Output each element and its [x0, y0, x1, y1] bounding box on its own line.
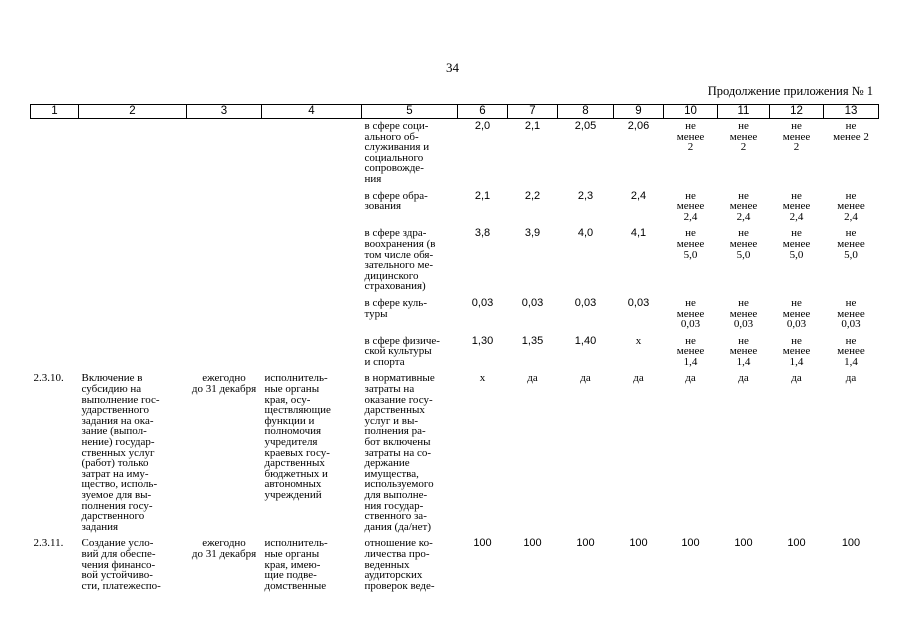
value-cell: 2,1 — [474, 189, 491, 202]
col-header: 4 — [262, 105, 362, 119]
cell-c4 — [262, 296, 362, 334]
col-header: 7 — [508, 105, 558, 119]
cell-c5: в сфере физиче- ской культуры и спорта — [364, 334, 440, 368]
cell-c4 — [262, 334, 362, 372]
table-row — [31, 334, 879, 372]
value-cell: 4,1 — [630, 227, 647, 240]
cell-c1 — [31, 226, 79, 296]
col-header: 13 — [824, 105, 879, 119]
value-cell: да — [685, 372, 696, 385]
value-cell: 2,05 — [574, 120, 597, 132]
cell-c3 — [187, 296, 262, 334]
cell-c5: в нормативные затраты на оказание госу- дарственных услуг и вы- полнения ра- бот включены затраты на со- держание имущества, используемого для выполне- ния государ- ственного за- дания (да/нет) — [364, 372, 435, 533]
value-cell: 4,0 — [577, 227, 594, 240]
value-cell: 0,03 — [627, 296, 650, 309]
value-cell: 2,4 — [630, 189, 647, 202]
cell-c1 — [31, 296, 79, 334]
cell-c5: в сфере обра- зования — [364, 189, 428, 213]
value-cell: не менее 1,4 — [676, 334, 705, 368]
col-header: 6 — [458, 105, 508, 119]
cell-c4: исполнитель- ные органы края, имею- щие подве- домственные — [264, 537, 328, 592]
continuation-note: Продолжение приложения № 1 — [707, 84, 873, 98]
col-header: 5 — [362, 105, 458, 119]
value-cell: 100 — [787, 537, 806, 550]
cell-c5: отношение ко- личества про- веденных аудиторских проверок веде- — [364, 537, 435, 592]
table-row — [31, 371, 879, 536]
col-header: 3 — [187, 105, 262, 119]
table-row — [31, 296, 879, 334]
value-cell: 100 — [734, 537, 753, 550]
value-cell: 3,8 — [474, 227, 491, 240]
value-cell: 2,06 — [627, 120, 650, 132]
cell-c3: ежегодно до 31 декабря — [191, 537, 257, 560]
page-number: 34 — [446, 60, 459, 75]
value-cell: да — [527, 372, 538, 385]
value-cell: да — [845, 372, 857, 385]
value-cell: не менее 2,4 — [782, 189, 811, 223]
cell-c4 — [262, 226, 362, 296]
value-cell: 2,2 — [524, 189, 541, 202]
cell-c2 — [79, 296, 187, 334]
table-row — [31, 536, 879, 595]
cell-c4 — [262, 189, 362, 227]
value-cell: не менее 5,0 — [729, 227, 758, 261]
cell-c1 — [31, 334, 79, 372]
value-cell: не менее 1,4 — [782, 334, 811, 368]
value-cell: 100 — [473, 537, 492, 550]
col-header: 1 — [31, 105, 79, 119]
cell-c2 — [79, 189, 187, 227]
header-row — [31, 105, 879, 119]
value-cell: 3,9 — [524, 227, 541, 240]
value-cell: не менее 5,0 — [676, 227, 705, 261]
value-cell: х — [635, 334, 642, 347]
cell-c4: исполнитель- ные органы края, осу- ществляющие функции и полномочия учредителя краевых госу- дарственных бюджетных и автономных учреждений — [264, 372, 331, 501]
appendix-table — [30, 104, 879, 595]
table-row — [31, 226, 879, 296]
cell-c1: 2.3.11. — [33, 537, 64, 550]
value-cell: 100 — [681, 537, 700, 550]
value-cell: не менее 5,0 — [837, 227, 865, 261]
cell-c3 — [187, 119, 262, 189]
value-cell: не менее 2,4 — [676, 189, 705, 223]
value-cell: 2,0 — [474, 120, 491, 132]
col-header: 9 — [614, 105, 664, 119]
cell-c2 — [79, 334, 187, 372]
value-cell: 100 — [841, 537, 861, 550]
value-cell: не менее 2,4 — [837, 189, 865, 223]
value-cell: не менее 0,03 — [782, 296, 811, 331]
cell-c1: 2.3.10. — [33, 372, 64, 385]
cell-c2 — [79, 119, 187, 189]
col-header: 8 — [558, 105, 614, 119]
value-cell: 2,3 — [577, 189, 594, 202]
col-header: 10 — [664, 105, 718, 119]
value-cell: 0,03 — [471, 296, 494, 309]
cell-c3 — [187, 226, 262, 296]
value-cell: х — [479, 372, 486, 385]
value-cell: не менее 5,0 — [782, 227, 811, 261]
cell-c5: в сфере куль- туры — [364, 296, 427, 320]
cell-c1 — [31, 119, 79, 189]
value-cell: 100 — [576, 537, 595, 550]
cell-c3 — [187, 189, 262, 227]
value-cell: да — [738, 372, 749, 385]
value-cell: не менее 2,4 — [729, 189, 758, 223]
value-cell: да — [633, 372, 644, 385]
col-header: 2 — [79, 105, 187, 119]
cell-c2 — [79, 226, 187, 296]
value-cell: 0,03 — [574, 296, 597, 309]
value-cell: 0,03 — [521, 296, 544, 309]
cell-c1 — [31, 189, 79, 227]
cell-c5: в сфере соци- ального об- служивания и социального сопровожде- ния — [364, 120, 430, 185]
cell-c2: Включение в субсидию на выполнение гос- ударственного задания на ока- зание (выпол- нение) государ- ственных услуг (работ) только затрат на иму- щество, исполь- зуемое для вы- полнения госу- дарственного задания — [81, 372, 160, 533]
value-cell: 100 — [629, 537, 648, 550]
cell-c5: в сфере здра- воохранения (в том числе обя- зательного ме- дицинского страхования) — [364, 227, 436, 293]
value-cell: 1,30 — [471, 334, 494, 347]
value-cell: 1,40 — [574, 334, 597, 347]
cell-c4 — [262, 119, 362, 189]
value-cell: не менее 0,03 — [837, 296, 865, 331]
value-cell: 100 — [523, 537, 542, 550]
value-cell: не менее 0,03 — [676, 296, 705, 331]
table-row — [31, 189, 879, 227]
value-cell: 1,35 — [521, 334, 544, 347]
value-cell: не менее 1,4 — [837, 334, 865, 368]
value-cell: не менее 2 — [833, 120, 869, 143]
table-row — [31, 119, 879, 189]
value-cell: не менее 2 — [676, 120, 705, 154]
value-cell: да — [580, 372, 591, 385]
cell-c2: Создание усло- вий для обеспе- чения финансо- вой устойчиво- сти, платежеспо- — [81, 537, 161, 592]
value-cell: не менее 0,03 — [729, 296, 758, 331]
value-cell: не менее 2 — [782, 120, 811, 154]
cell-c3 — [187, 334, 262, 372]
col-header: 11 — [718, 105, 770, 119]
value-cell: не менее 2 — [729, 120, 758, 154]
value-cell: 2,1 — [524, 120, 541, 132]
value-cell: не менее 1,4 — [729, 334, 758, 368]
cell-c3: ежегодно до 31 декабря — [191, 372, 257, 396]
value-cell: да — [791, 372, 802, 385]
col-header: 12 — [770, 105, 824, 119]
